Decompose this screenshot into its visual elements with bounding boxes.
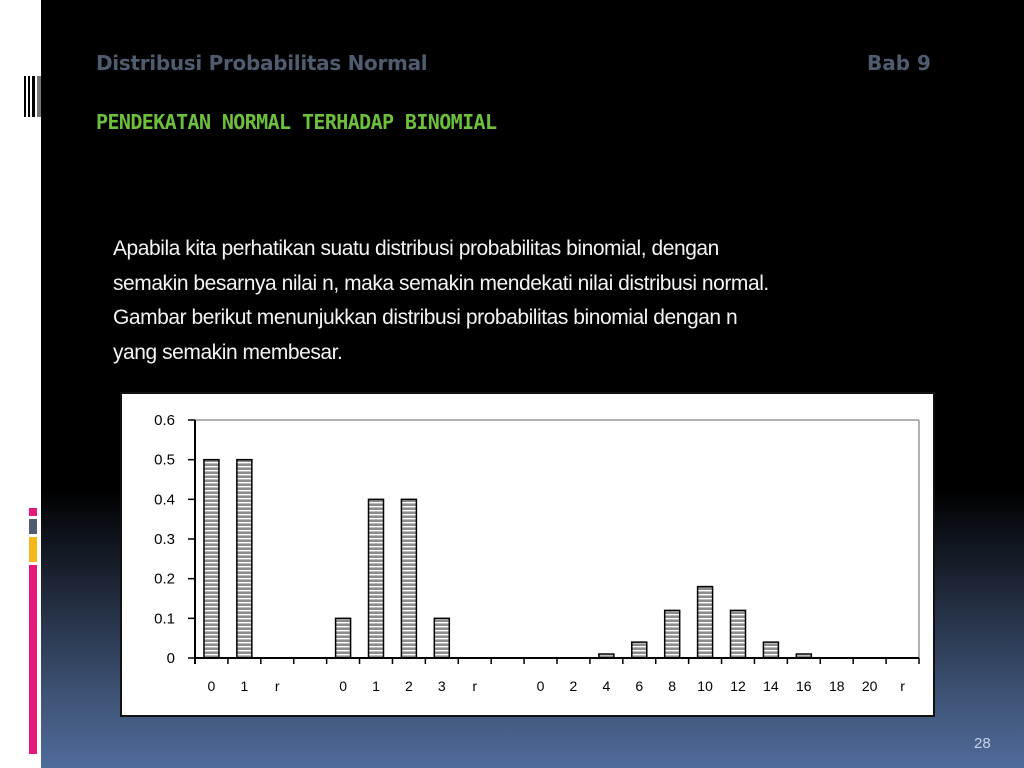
chapter-label: Bab 9	[867, 51, 931, 75]
y-tick-label: 0.2	[154, 570, 175, 588]
x-tick-label: 14	[763, 678, 779, 694]
bar	[204, 460, 219, 658]
x-tick-label: 1	[240, 678, 249, 694]
y-tick-label: 0	[166, 650, 175, 667]
bar	[434, 618, 449, 658]
binomial-bar-chart	[120, 392, 935, 717]
bar	[731, 610, 746, 658]
bars	[204, 460, 811, 658]
body-line: semakin besarnya nilai n, maka semakin mendekati nilai distribusi normal.	[113, 271, 769, 295]
x-tick-label: 6	[635, 678, 644, 694]
x-tick-label: r	[274, 678, 280, 694]
header-title: Distribusi Probabilitas Normal	[96, 51, 428, 75]
deco-gray-block	[29, 519, 37, 534]
x-tick-label: 2	[569, 678, 578, 694]
x-tick-label: 20	[861, 678, 878, 694]
y-tick-label: 0.5	[154, 451, 175, 469]
y-tick-label: 0.4	[154, 491, 175, 509]
body-line: yang semakin membesar.	[113, 340, 343, 364]
x-tick-label: r	[900, 678, 905, 694]
left-decoration-strip	[0, 0, 41, 768]
bar	[763, 642, 778, 658]
y-tick-label: 0.6	[154, 412, 175, 429]
x-tick-label: 2	[405, 678, 413, 694]
x-tick-label: 10	[697, 678, 713, 694]
x-tick-label: 0	[536, 678, 545, 694]
y-axis	[154, 412, 195, 667]
bar	[665, 610, 680, 658]
x-axis	[195, 658, 919, 694]
bar	[632, 642, 647, 658]
x-tick-label: 8	[668, 678, 677, 694]
x-tick-label: 1	[372, 678, 380, 694]
x-tick-label: 0	[207, 678, 216, 694]
deco-pink-small	[29, 508, 37, 516]
bar	[401, 499, 416, 658]
deco-yellow-block	[29, 537, 37, 562]
deco-pink-bar	[29, 565, 37, 754]
bar	[237, 460, 252, 658]
y-tick-label: 0.3	[154, 531, 175, 548]
x-tick-label: 0	[339, 678, 347, 694]
bar	[698, 587, 713, 658]
plot-frame	[195, 420, 919, 658]
slide-subtitle: PENDEKATAN NORMAL TERHADAP BINOMIAL	[96, 110, 497, 134]
body-line: Gambar berikut menunjukkan distribusi probabilitas binomial dengan n	[113, 306, 738, 329]
body-line: Apabila kita perhatikan suatu distribusi probabilitas binomial, dengan	[113, 237, 719, 260]
x-tick-label: r	[472, 678, 478, 694]
bar	[336, 618, 351, 658]
page-number: 28	[974, 735, 991, 752]
x-tick-label: 18	[828, 678, 845, 694]
y-tick-label: 0.1	[154, 610, 175, 628]
body-paragraph	[113, 232, 1013, 370]
x-tick-label: 3	[437, 678, 446, 694]
barcode-decoration	[24, 76, 41, 117]
x-tick-label: 12	[730, 678, 746, 694]
bar	[369, 499, 384, 658]
x-tick-label: 16	[796, 678, 812, 694]
x-tick-label: 4	[602, 678, 611, 694]
